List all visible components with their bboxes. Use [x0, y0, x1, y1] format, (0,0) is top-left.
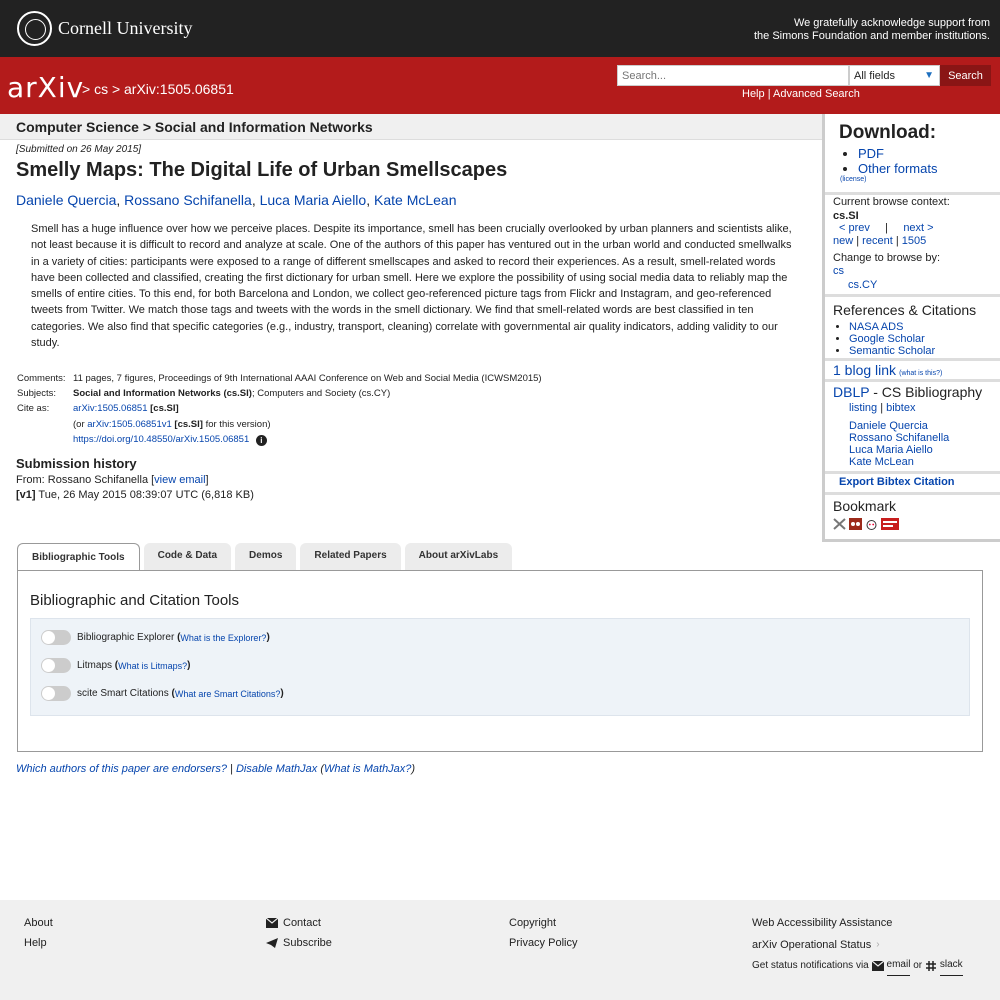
sidebar [822, 114, 1000, 542]
envelope-icon [266, 918, 278, 928]
comments-value: 11 pages, 7 figures, Proceedings of 9th International AAAI Conference on Web and Social Media (ICWSM2015) [73, 373, 542, 384]
recent-link[interactable]: recent [862, 235, 893, 247]
arxiv-logo[interactable]: arXiv [7, 71, 85, 104]
cornell-university-link[interactable]: Cornell University [58, 18, 193, 38]
endorsers-link[interactable]: Which authors of this paper are endorsers? [16, 763, 227, 775]
subjects-label: Subjects: [17, 388, 57, 400]
bookmark-section [833, 498, 1000, 530]
author-link[interactable]: Daniele Quercia [16, 192, 117, 208]
version-v1: [v1] Tue, 26 May 2015 08:39:07 UTC (6,818 KB) [16, 489, 254, 501]
footer [0, 900, 1000, 1000]
what-is-mathjax-link[interactable]: What is MathJax? [324, 763, 412, 775]
submission-from: From: Rossano Schifanella [view email] [16, 474, 209, 486]
cornell-seal-icon[interactable] [17, 11, 52, 46]
tab-related-papers[interactable]: Related Papers [300, 543, 400, 570]
chevron-right-icon: › [876, 939, 880, 950]
panel-title: Bibliographic and Citation Tools [30, 592, 240, 609]
semantic-scholar-link[interactable]: Semantic Scholar [849, 345, 936, 357]
doi [73, 432, 267, 447]
tab-bibliographic-tools[interactable]: Bibliographic Tools [17, 543, 140, 571]
footer-accessibility-link[interactable]: Web Accessibility Assistance [752, 917, 893, 929]
blog-what-link[interactable]: (what is this?) [899, 370, 943, 377]
support-acknowledgement: We gratefully acknowledge support from the Simons Foundation and member institutions. [753, 17, 990, 42]
references-title: References & Citations [833, 302, 977, 318]
toggle-row-litmaps: Litmaps ( What is Litmaps? ) [41, 658, 191, 673]
google-scholar-link[interactable]: Google Scholar [849, 333, 925, 345]
cite-version: (or arXiv:1505.06851v1 [cs.SI] for this version) [73, 418, 271, 430]
footer-status-link[interactable]: arXiv Operational Status › [752, 935, 963, 955]
litmaps-help-link[interactable]: What is Litmaps? [118, 660, 188, 671]
new-link[interactable]: new [833, 235, 854, 247]
scite-help-link[interactable]: What are Smart Citations? [174, 688, 281, 699]
tab-about-arxivlabs[interactable]: About arXivLabs [405, 543, 512, 570]
footer-contact-link[interactable]: Contact [266, 913, 332, 933]
mendeley-icon[interactable] [849, 518, 862, 530]
dblp-author-link[interactable]: Daniele Quercia [849, 419, 928, 432]
dblp-author-link[interactable]: Rossano Schifanella [849, 431, 950, 444]
doi-link[interactable]: https://doi.org/10.48550/arXiv.1505.06851 [73, 433, 250, 445]
license-link[interactable]: (license) [840, 176, 867, 183]
tab-code-data[interactable]: Code & Data [144, 543, 231, 570]
tab-panel [17, 570, 983, 752]
search-input[interactable] [617, 65, 849, 86]
browse-cscy-link[interactable]: cs.CY [848, 278, 878, 291]
labs-tabs [17, 543, 516, 570]
scite-toggle[interactable] [41, 686, 71, 701]
dblp-section: DBLP - CS Bibliography listing | bibtex Daniele Quercia Rossano Schifanella Luca Maria Aiello Kate McLean [833, 384, 983, 468]
toggle-list [30, 618, 970, 716]
paper-plane-icon [266, 938, 278, 948]
nasa-ads-link[interactable]: NASA ADS [849, 321, 904, 333]
search-button[interactable]: Search [940, 65, 991, 86]
footer-copyright-link[interactable]: Copyright [509, 917, 557, 929]
bookmark-title: Bookmark [833, 498, 897, 514]
pdf-link[interactable]: PDF [858, 146, 884, 161]
toggle-row-explorer: Bibliographic Explorer ( What is the Explorer? ) [41, 630, 270, 645]
dblp-author-link[interactable]: Luca Maria Aiello [849, 443, 933, 456]
dblp-link[interactable]: DBLP [833, 384, 870, 400]
disable-mathjax-link[interactable]: Disable MathJax [235, 763, 318, 775]
litmaps-toggle[interactable] [41, 658, 71, 673]
references-section [833, 302, 1000, 357]
browse-context: Current browse context: cs.SI < prev | next > new | recent | 1505 Change to browse by: cs cs.CY [833, 196, 1000, 292]
chevron-down-icon: ▼ [924, 70, 934, 81]
blog-link[interactable]: 1 blog link [833, 362, 897, 378]
sciencewise-icon[interactable] [881, 518, 899, 530]
comments-label: Comments: [17, 373, 66, 384]
info-icon[interactable]: i [256, 435, 267, 446]
bibsonomy-icon[interactable] [833, 518, 846, 530]
metadata-table [17, 371, 542, 447]
help-links: Help | Advanced Search [742, 88, 860, 100]
bibliographic-explorer-toggle[interactable] [41, 630, 71, 645]
reddit-icon[interactable] [865, 518, 878, 530]
envelope-icon [872, 961, 884, 971]
author-list: Daniele Quercia, Rossano Schifanella, Luca Maria Aiello, Kate McLean [16, 192, 457, 208]
endorsers-line: Which authors of this paper are endorsers? | Disable MathJax (What is MathJax?) [16, 763, 416, 775]
subject-header: Computer Science > Social and Information Networks [0, 114, 822, 140]
page-title: Smelly Maps: The Digital Life of Urban Smellscapes [16, 159, 508, 181]
view-email-link[interactable]: view email [154, 474, 206, 486]
subjects-value: Social and Information Networks (cs.SI); Computers and Society (cs.CY) [73, 388, 391, 400]
dblp-bibtex-link[interactable]: bibtex [886, 402, 916, 414]
next-link[interactable]: next > [903, 221, 934, 234]
dblp-author-link[interactable]: Kate McLean [849, 455, 914, 468]
footer-help-link[interactable]: Help [24, 937, 47, 949]
author-link[interactable]: Luca Maria Aiello [259, 192, 367, 208]
cite-id-link[interactable]: arXiv:1505.06851 [73, 403, 148, 415]
notify-email-link[interactable]: email [887, 955, 911, 976]
dblp-listing-link[interactable]: listing [849, 402, 878, 414]
blog-links [833, 362, 1000, 378]
footer-about-link[interactable]: About [24, 917, 53, 929]
institution-bar [0, 0, 1000, 57]
download-section [839, 122, 1000, 183]
advanced-search-link[interactable]: Advanced Search [773, 88, 860, 100]
toggle-row-scite: scite Smart Citations ( What are Smart Citations? ) [41, 686, 284, 701]
submission-history-title: Submission history [16, 456, 137, 471]
abstract: Smell has a huge influence over how we perceive places. Despite its importance, smell has been crucially overlooked by urban planners and scientists alike, not least because it is difficult to record and analyze at scale. One of the authors of this paper has ventured out in the urban world and conducted smellwalks in a variety of cities: participants were exposed to a range of different smellscapes and asked to record their experiences. As a result, smell-related words have been collected and classified, creating the first dictionary for urban smell. Here we explore the possibility of using social media data to reliably map the smells of entire cities. To this end, for both Barcelona and London, we collect geo-referenced picture tags from Flickr and Instagram, and geo-referenced tweets from Twitter. We match those tags and tweets with the words in the smell dictionary. We find that smell-related words are best classified in ten categories. We also find that specific categories (e.g., industry, transport, cleaning) correlate with governmental air quality indicators, adding validity to our study. [31, 223, 792, 350]
author-link[interactable]: Kate McLean [374, 192, 457, 208]
author-link[interactable]: Rossano Schifanella [124, 192, 252, 208]
search-field-select[interactable]: All fields ▼ [849, 65, 940, 86]
cite-value: arXiv:1505.06851 [cs.SI] [73, 403, 179, 415]
breadcrumb[interactable]: > cs > arXiv:1505.06851 [82, 81, 234, 97]
submitted-date: [Submitted on 26 May 2015] [16, 144, 142, 155]
explorer-help-link[interactable]: What is the Explorer? [180, 632, 267, 643]
month-link[interactable]: 1505 [901, 235, 927, 247]
slack-icon [925, 961, 937, 971]
arxiv-header [0, 57, 1000, 114]
prev-link[interactable]: < prev [839, 221, 870, 234]
export-bibtex-link[interactable]: Export Bibtex Citation [839, 476, 955, 488]
cite-label: Cite as: [17, 403, 50, 415]
status-notifications: Get status notifications via email or slack [752, 955, 963, 976]
download-title: Download: [839, 122, 937, 143]
notify-slack-link[interactable]: slack [940, 955, 963, 976]
help-link[interactable]: Help [742, 88, 765, 100]
browse-cs-link[interactable]: cs [833, 265, 844, 277]
browse-context-value: cs.SI [833, 209, 859, 222]
footer-subscribe-link[interactable]: Subscribe [266, 933, 332, 953]
cite-version-link[interactable]: arXiv:1505.06851v1 [87, 418, 172, 430]
other-formats-link[interactable]: Other formats [858, 161, 938, 176]
footer-privacy-link[interactable]: Privacy Policy [509, 937, 578, 949]
tab-demos[interactable]: Demos [235, 543, 296, 570]
